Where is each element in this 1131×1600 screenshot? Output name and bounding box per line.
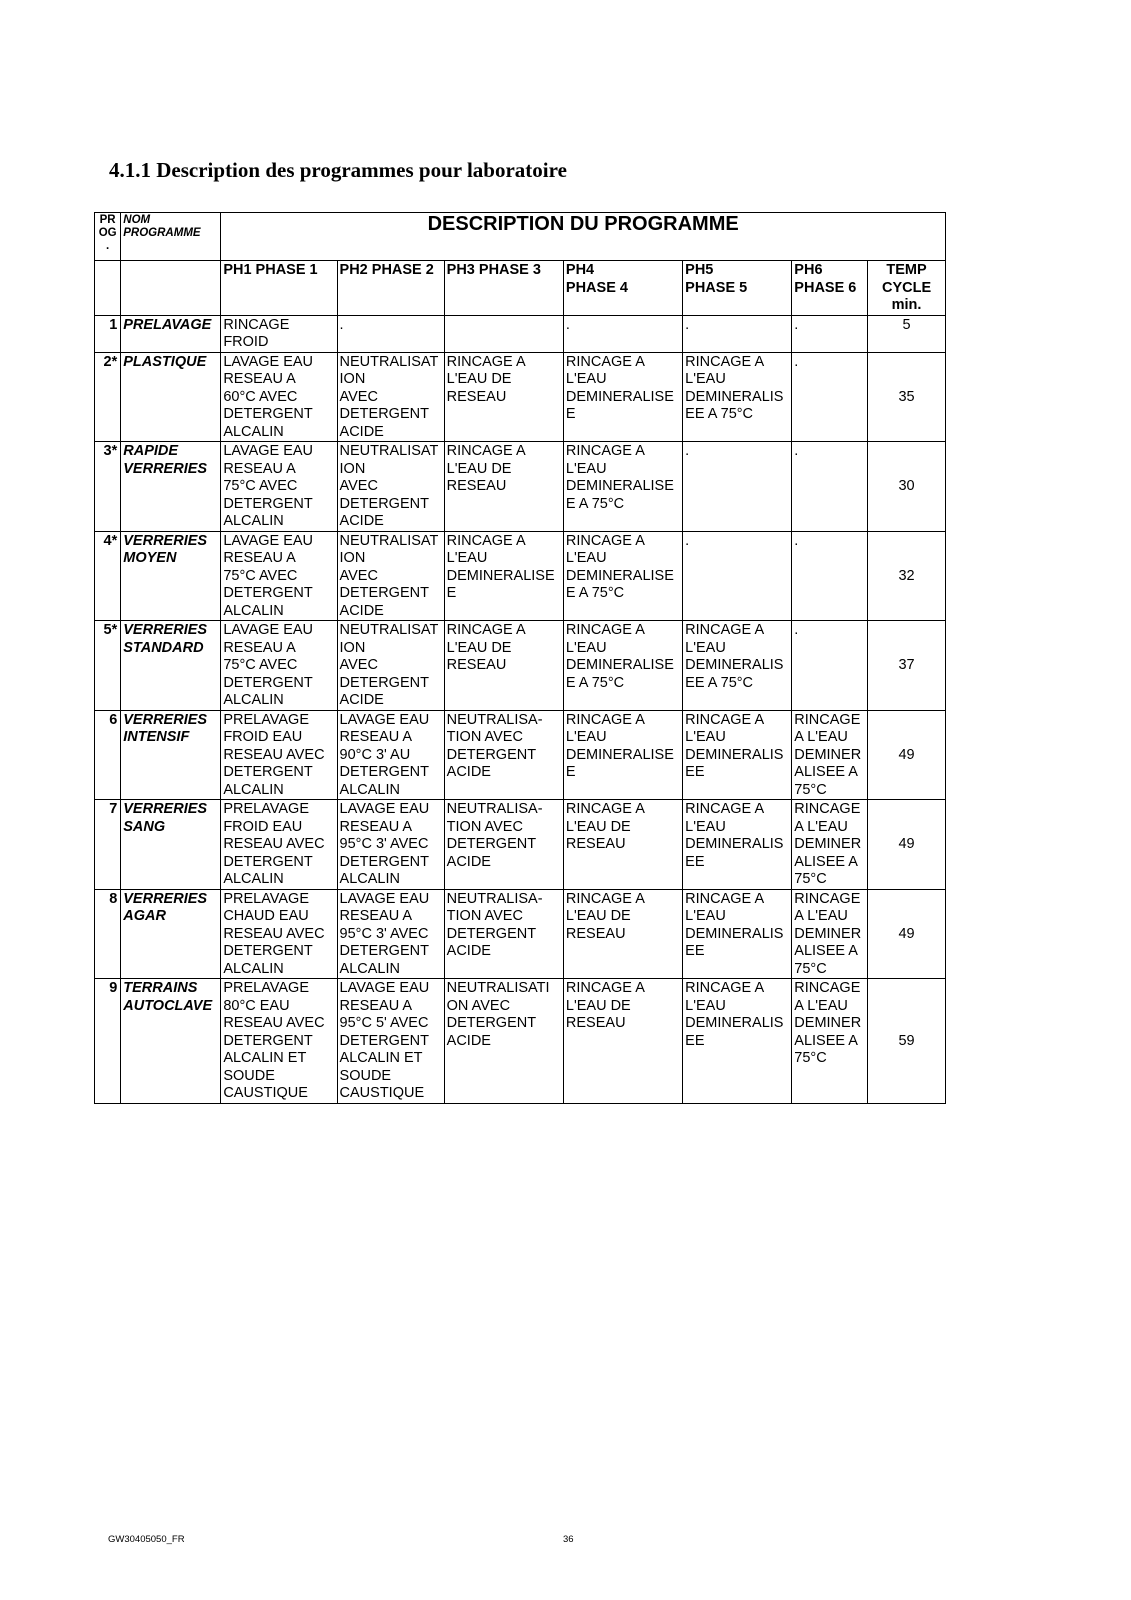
- cycle-time: 35: [868, 352, 946, 442]
- phase-header-row: [95, 261, 946, 316]
- phase-cell: RINCAGE A L'EAU DEMINER ALISEE A 75°C: [792, 710, 868, 800]
- phase-cell: .: [683, 315, 792, 352]
- cycle-time: 49: [868, 710, 946, 800]
- phase-cell: NEUTRALISAT ION AVEC DETERGENT ACIDE: [337, 442, 444, 532]
- phase-cell: RINCAGE A L'EAU DE RESEAU: [444, 621, 563, 711]
- phase-cell: .: [792, 442, 868, 532]
- phase-cell: .: [337, 315, 444, 352]
- program-number: 2*: [95, 352, 121, 442]
- program-number: 1: [95, 315, 121, 352]
- phase-header-cell: PH6 PHASE 6: [792, 261, 868, 316]
- cycle-time: 49: [868, 800, 946, 890]
- program-name: VERRERIES SANG: [121, 800, 221, 890]
- phase-cell: RINCAGE A L'EAU DEMINERALIS EE: [683, 800, 792, 890]
- program-name: VERRERIES AGAR: [121, 889, 221, 979]
- table-row: [95, 710, 946, 800]
- phase-cell: NEUTRALISA- TION AVEC DETERGENT ACIDE: [444, 710, 563, 800]
- phase-cell: .: [792, 531, 868, 621]
- phase-cell: NEUTRALISAT ION AVEC DETERGENT ACIDE: [337, 352, 444, 442]
- phase-header-cell: PH5 PHASE 5: [683, 261, 792, 316]
- table-row: [95, 531, 946, 621]
- phase-cell: .: [792, 315, 868, 352]
- phase-header-cell: PH3 PHASE 3: [444, 261, 563, 316]
- table-row: [95, 800, 946, 890]
- page-title: 4.1.1 Description des programmes pour laboratoire: [109, 158, 567, 182]
- phase-cell: .: [792, 352, 868, 442]
- phase-cell: RINCAGE A L'EAU DE RESEAU: [444, 442, 563, 532]
- program-name: PRELAVAGE: [121, 315, 221, 352]
- program-name: PLASTIQUE: [121, 352, 221, 442]
- phase-cell: RINCAGE A L'EAU DE RESEAU: [563, 800, 682, 890]
- footer-page-number: 36: [563, 1534, 574, 1545]
- phase-cell: .: [683, 442, 792, 532]
- program-name: VERRERIES MOYEN: [121, 531, 221, 621]
- cycle-time: 32: [868, 531, 946, 621]
- footer-doc-code: GW30405050_FR: [108, 1534, 185, 1545]
- phase-cell: PRELAVAGE 80°C EAU RESEAU AVEC DETERGENT ALCALIN ET SOUDE CAUSTIQUE: [221, 979, 337, 1104]
- table-row: [95, 979, 946, 1104]
- program-name: RAPIDE VERRERIES: [121, 442, 221, 532]
- table-row: [95, 442, 946, 532]
- phase-cell: PRELAVAGE FROID EAU RESEAU AVEC DETERGENT ALCALIN: [221, 800, 337, 890]
- program-number: 4*: [95, 531, 121, 621]
- phase-cell: .: [563, 315, 682, 352]
- table-row: [95, 352, 946, 442]
- phase-cell: RINCAGE A L'EAU DEMINERALIS EE: [683, 889, 792, 979]
- phase-cell: .: [683, 531, 792, 621]
- cycle-time: 5: [868, 315, 946, 352]
- phase-header-cell: PH1 PHASE 1: [221, 261, 337, 316]
- table-header-row: [95, 213, 946, 261]
- phase-cell: NEUTRALISA- TION AVEC DETERGENT ACIDE: [444, 889, 563, 979]
- program-name: VERRERIES STANDARD: [121, 621, 221, 711]
- phase-cell: RINCAGE A L'EAU DEMINERALISE E: [563, 710, 682, 800]
- phase-cell: NEUTRALISAT ION AVEC DETERGENT ACIDE: [337, 621, 444, 711]
- table-row: [95, 889, 946, 979]
- phase-cell: NEUTRALISATI ON AVEC DETERGENT ACIDE: [444, 979, 563, 1104]
- cycle-time: 49: [868, 889, 946, 979]
- empty-cell: [95, 261, 121, 316]
- phase-cell: LAVAGE EAU RESEAU A 95°C 3' AVEC DETERGENT ALCALIN: [337, 889, 444, 979]
- phase-cell: LAVAGE EAU RESEAU A 75°C AVEC DETERGENT ALCALIN: [221, 442, 337, 532]
- phase-cell: LAVAGE EAU RESEAU A 90°C 3' AU DETERGENT ALCALIN: [337, 710, 444, 800]
- program-number: 5*: [95, 621, 121, 711]
- phase-cell: RINCAGE A L'EAU DEMINERALISE E: [444, 531, 563, 621]
- program-number: 8: [95, 889, 121, 979]
- program-name: VERRERIES INTENSIF: [121, 710, 221, 800]
- phase-cell: LAVAGE EAU RESEAU A 95°C 3' AVEC DETERGENT ALCALIN: [337, 800, 444, 890]
- phase-cell: RINCAGE A L'EAU DE RESEAU: [563, 979, 682, 1104]
- table-row: [95, 621, 946, 711]
- phase-cell: RINCAGE A L'EAU DEMINERALIS EE: [683, 979, 792, 1104]
- program-number: 3*: [95, 442, 121, 532]
- phase-cell: [444, 315, 563, 352]
- phase-cell: RINCAGE A L'EAU DE RESEAU: [444, 352, 563, 442]
- phase-cell: PRELAVAGE FROID EAU RESEAU AVEC DETERGENT ALCALIN: [221, 710, 337, 800]
- phase-cell: RINCAGE A L'EAU DEMINER ALISEE A 75°C: [792, 979, 868, 1104]
- program-table: [94, 212, 946, 1104]
- phase-cell: RINCAGE A L'EAU DE RESEAU: [563, 889, 682, 979]
- phase-cell: LAVAGE EAU RESEAU A 75°C AVEC DETERGENT ALCALIN: [221, 621, 337, 711]
- phase-cell: LAVAGE EAU RESEAU A 95°C 5' AVEC DETERGENT ALCALIN ET SOUDE CAUSTIQUE: [337, 979, 444, 1104]
- prog-header-cell: PR OG .: [95, 213, 121, 261]
- phase-cell: RINCAGE A L'EAU DEMINER ALISEE A 75°C: [792, 889, 868, 979]
- empty-cell: [121, 261, 221, 316]
- description-title-cell: DESCRIPTION DU PROGRAMME: [221, 213, 946, 261]
- phase-cell: RINCAGE A L'EAU DEMINERALIS EE: [683, 710, 792, 800]
- phase-cell: .: [792, 621, 868, 711]
- name-header-cell: NOM PROGRAMME: [121, 213, 221, 261]
- phase-cell: RINCAGE A L'EAU DEMINERALISE E A 75°C: [563, 621, 682, 711]
- phase-header-cell: PH2 PHASE 2: [337, 261, 444, 316]
- phase-cell: RINCAGE A L'EAU DEMINERALIS EE A 75°C: [683, 621, 792, 711]
- program-number: 6: [95, 710, 121, 800]
- phase-cell: RINCAGE FROID: [221, 315, 337, 352]
- table-row: [95, 315, 946, 352]
- phase-cell: LAVAGE EAU RESEAU A 60°C AVEC DETERGENT ALCALIN: [221, 352, 337, 442]
- phase-cell: RINCAGE A L'EAU DEMINERALISE E A 75°C: [563, 442, 682, 532]
- phase-cell: RINCAGE A L'EAU DEMINERALISE E A 75°C: [563, 531, 682, 621]
- phase-cell: NEUTRALISAT ION AVEC DETERGENT ACIDE: [337, 531, 444, 621]
- cycle-time: 59: [868, 979, 946, 1104]
- program-name: TERRAINS AUTOCLAVE: [121, 979, 221, 1104]
- program-number: 9: [95, 979, 121, 1104]
- phase-cell: NEUTRALISA- TION AVEC DETERGENT ACIDE: [444, 800, 563, 890]
- phase-cell: PRELAVAGE CHAUD EAU RESEAU AVEC DETERGENT ALCALIN: [221, 889, 337, 979]
- temp-cycle-header-cell: TEMP CYCLE min.: [868, 261, 946, 316]
- program-number: 7: [95, 800, 121, 890]
- phase-cell: RINCAGE A L'EAU DEMINER ALISEE A 75°C: [792, 800, 868, 890]
- phase-cell: LAVAGE EAU RESEAU A 75°C AVEC DETERGENT ALCALIN: [221, 531, 337, 621]
- phase-cell: RINCAGE A L'EAU DEMINERALISE E: [563, 352, 682, 442]
- cycle-time: 37: [868, 621, 946, 711]
- cycle-time: 30: [868, 442, 946, 532]
- phase-cell: RINCAGE A L'EAU DEMINERALIS EE A 75°C: [683, 352, 792, 442]
- phase-header-cell: PH4 PHASE 4: [563, 261, 682, 316]
